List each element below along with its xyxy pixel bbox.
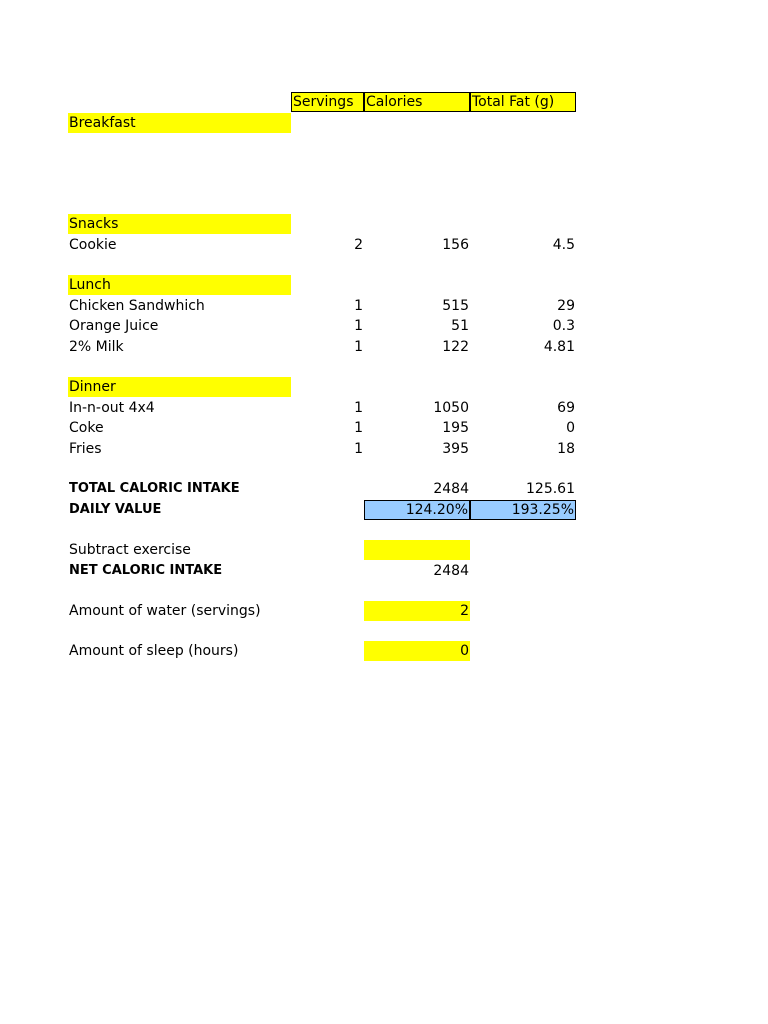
sleep-amount-label[interactable]: Amount of sleep (hours)	[69, 643, 239, 659]
section-dinner[interactable]: Dinner	[68, 377, 291, 397]
item-name[interactable]: In-n-out 4x4	[69, 400, 155, 416]
item-fat[interactable]: 4.81	[543, 339, 575, 355]
item-fat[interactable]: 0	[566, 420, 575, 436]
item-name[interactable]: 2% Milk	[69, 339, 124, 355]
item-fat[interactable]: 0.3	[552, 318, 575, 334]
item-servings[interactable]: 2	[354, 237, 363, 253]
subtract-exercise-input[interactable]	[364, 540, 470, 560]
item-calories[interactable]: 1050	[433, 400, 469, 416]
item-servings[interactable]: 1	[354, 339, 363, 355]
section-breakfast[interactable]: Breakfast	[68, 113, 291, 133]
item-name[interactable]: Orange Juice	[69, 318, 159, 334]
item-name[interactable]: Coke	[69, 420, 104, 436]
daily-value-calories[interactable]: 124.20%	[364, 500, 470, 520]
header-servings[interactable]: Servings	[291, 92, 364, 112]
item-servings[interactable]: 1	[354, 318, 363, 334]
header-total-fat[interactable]: Total Fat (g)	[470, 92, 576, 112]
net-caloric-intake-label[interactable]: NET CALORIC INTAKE	[69, 563, 223, 578]
water-amount-label[interactable]: Amount of water (servings)	[69, 603, 261, 619]
item-name[interactable]: Cookie	[69, 237, 117, 253]
item-servings[interactable]: 1	[354, 420, 363, 436]
item-calories[interactable]: 122	[442, 339, 469, 355]
section-lunch[interactable]: Lunch	[68, 275, 291, 295]
item-name[interactable]: Chicken Sandwhich	[69, 298, 205, 314]
total-calories-value[interactable]: 2484	[433, 481, 469, 497]
item-calories[interactable]: 515	[442, 298, 469, 314]
subtract-exercise-label[interactable]: Subtract exercise	[69, 542, 191, 558]
item-servings[interactable]: 1	[354, 400, 363, 416]
item-fat[interactable]: 29	[557, 298, 575, 314]
header-calories[interactable]: Calories	[364, 92, 470, 112]
item-fat[interactable]: 4.5	[552, 237, 575, 253]
sleep-amount-input[interactable]: 0	[364, 641, 470, 661]
item-name[interactable]: Fries	[69, 441, 102, 457]
water-amount-input[interactable]: 2	[364, 601, 470, 621]
item-servings[interactable]: 1	[354, 441, 363, 457]
item-calories[interactable]: 395	[442, 441, 469, 457]
daily-value-fat[interactable]: 193.25%	[470, 500, 576, 520]
item-calories[interactable]: 195	[442, 420, 469, 436]
item-servings[interactable]: 1	[354, 298, 363, 314]
item-calories[interactable]: 156	[442, 237, 469, 253]
daily-value-label[interactable]: DAILY VALUE	[69, 502, 162, 517]
total-caloric-intake-label[interactable]: TOTAL CALORIC INTAKE	[69, 481, 240, 496]
section-snacks[interactable]: Snacks	[68, 214, 291, 234]
item-calories[interactable]: 51	[451, 318, 469, 334]
total-fat-value[interactable]: 125.61	[526, 481, 575, 497]
item-fat[interactable]: 69	[557, 400, 575, 416]
net-caloric-intake-value[interactable]: 2484	[433, 563, 469, 579]
item-fat[interactable]: 18	[557, 441, 575, 457]
